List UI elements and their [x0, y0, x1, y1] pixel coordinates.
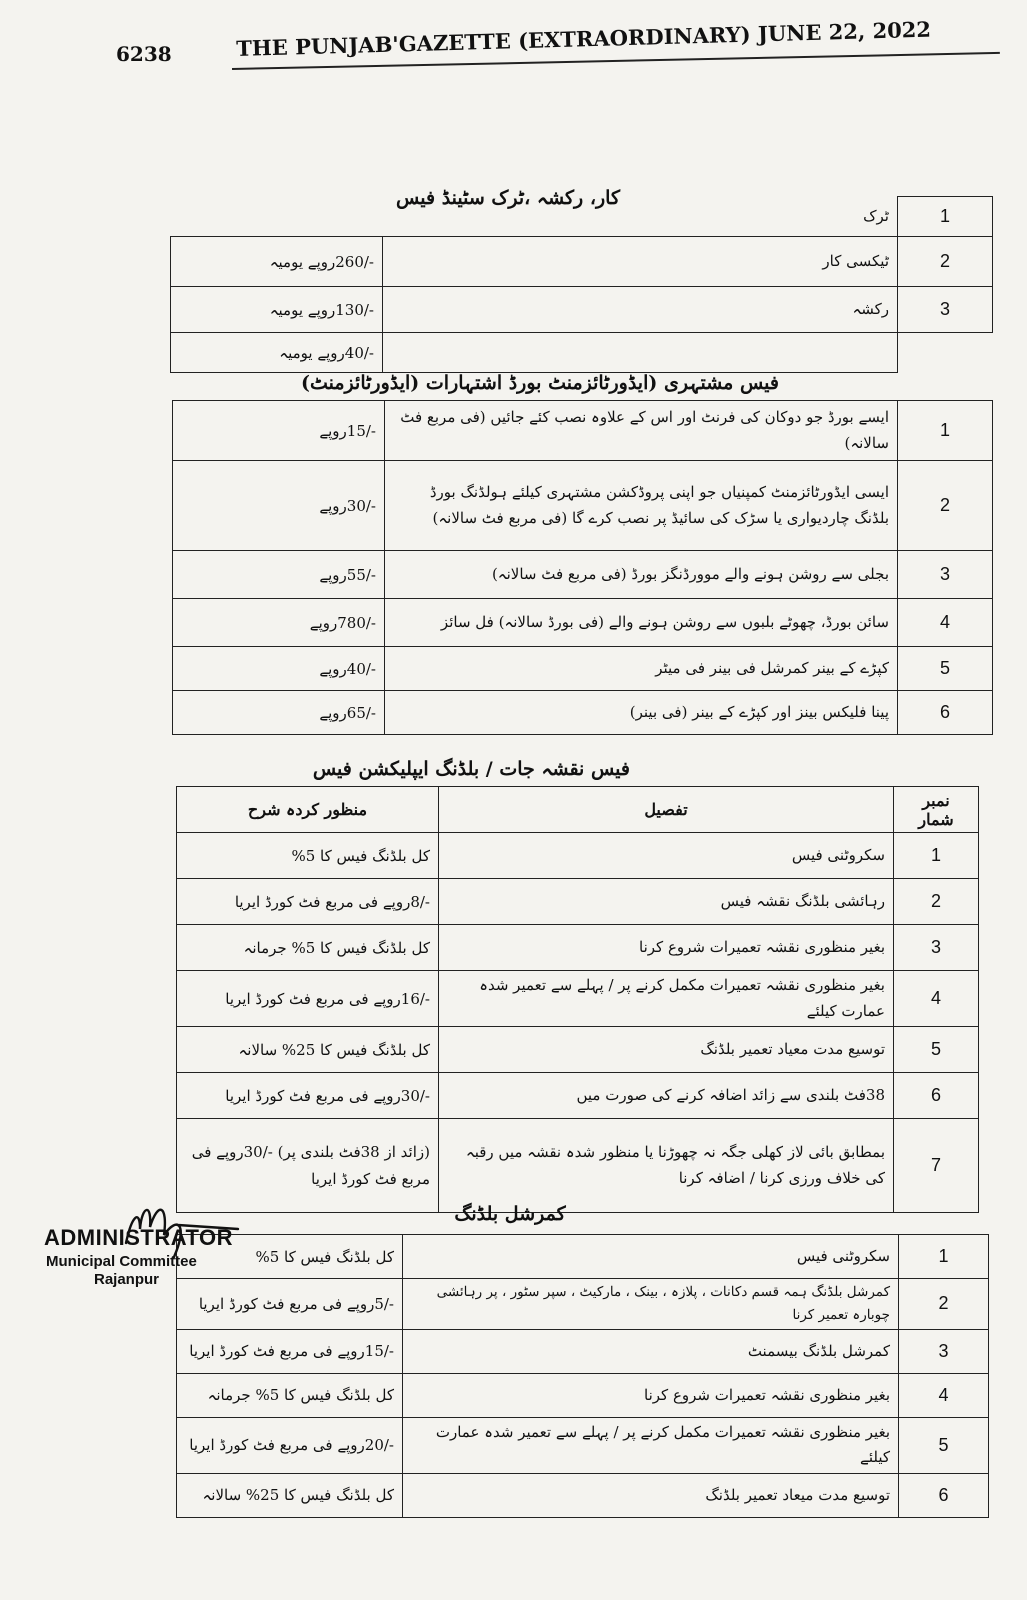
s1-row2-fee: -/130روپے یومیہ [171, 287, 383, 333]
col-desc-header: تفصیل [439, 787, 894, 833]
s4-row6-no: 6 [899, 1473, 989, 1517]
table-row [177, 925, 979, 971]
page-header [108, 16, 988, 70]
s4-row4-desc: بغیر منظوری نقشہ تعمیرات شروع کرنا [403, 1373, 899, 1417]
s4-row4-no: 4 [899, 1373, 989, 1417]
s4-row4-fee: کل بلڈنگ فیس کا 5% جرمانہ [177, 1373, 403, 1417]
s3-row5-no: 5 [894, 1027, 979, 1073]
section2-heading: فیس مشتہری (ایڈورٹائزمنٹ بورڈ اشتہارات (ایڈورٹائزمنٹ) [301, 372, 779, 394]
s1-row1-no: 1 [898, 197, 993, 237]
s4-row3-no: 3 [899, 1329, 989, 1373]
stamp-title: ADMINISTRATOR [44, 1225, 234, 1250]
table-row [173, 401, 993, 461]
section1-heading: کار، رکشہ ،ٹرک سٹینڈ فیس [396, 187, 620, 209]
table-row [177, 1473, 989, 1517]
s3-row4-no: 4 [894, 971, 979, 1027]
table-row [177, 833, 979, 879]
s2-row1-fee: -/15روپے [173, 401, 385, 461]
s3-row3-fee: کل بلڈنگ فیس کا 5% جرمانہ [177, 925, 439, 971]
s3-row7-no: 7 [894, 1119, 979, 1213]
s2-row5-no: 5 [898, 647, 993, 691]
col-fee-header: منظور کردہ شرح [177, 787, 439, 833]
table-row [173, 461, 993, 551]
s2-row6-no: 6 [898, 691, 993, 735]
s4-row5-desc: بغیر منظوری نقشہ تعمیرات مکمل کرنے پر / پہلے سے تعمیر شدہ عمارت کیلئے [403, 1417, 899, 1473]
s3-row5-fee: کل بلڈنگ فیس کا 25% سالانہ [177, 1027, 439, 1073]
s4-row1-no: 1 [899, 1235, 989, 1279]
table-row [177, 1073, 979, 1119]
s3-row3-desc: بغیر منظوری نقشہ تعمیرات شروع کرنا [439, 925, 894, 971]
section1-table [170, 196, 993, 373]
s4-row2-no: 2 [899, 1279, 989, 1330]
table-row [177, 1373, 989, 1417]
s4-row6-desc: توسیع مدت میعاد تعمیر بلڈنگ [403, 1473, 899, 1517]
administrator-stamp [44, 1195, 304, 1295]
s3-row3-no: 3 [894, 925, 979, 971]
stamp-committee: Municipal Committee [46, 1253, 197, 1270]
s2-row5-fee: -/40روپے [173, 647, 385, 691]
s3-row1-fee: کل بلڈنگ فیس کا 5% [177, 833, 439, 879]
s4-row1-desc: سکروٹنی فیس [403, 1235, 899, 1279]
s3-row5-desc: توسیع مدت معیاد تعمیر بلڈنگ [439, 1027, 894, 1073]
s2-row4-no: 4 [898, 599, 993, 647]
s3-row6-fee: -/30روپے فی مربع فٹ کورڈ ایریا [177, 1073, 439, 1119]
s3-row6-desc: 38فٹ بلندی سے زائد اضافہ کرنے کی صورت میں [439, 1073, 894, 1119]
table-row [177, 971, 979, 1027]
s1-row3-no: 3 [898, 287, 993, 333]
s3-row2-no: 2 [894, 879, 979, 925]
s2-row3-desc: بجلی سے روشن ہونے والے موورڈنگز بورڈ (فی مربع فٹ سالانہ) [385, 551, 898, 599]
s3-row7-desc: بمطابق بائی لاز کھلی جگہ نہ چھوڑنا یا منظور شدہ نقشہ میں رقبہ کی خلاف ورزی کرنا / اضافہ کرنا [439, 1119, 894, 1213]
section3-table [176, 786, 979, 1213]
section4-heading: کمرشل بلڈنگ [454, 1203, 566, 1225]
section3-heading: فیس نقشہ جات / بلڈنگ ایپلیکشن فیس [312, 758, 630, 780]
s4-row3-fee: -/15روپے فی مربع فٹ کورڈ ایریا [177, 1329, 403, 1373]
s1-row2-no: 2 [898, 237, 993, 287]
s2-row6-fee: -/65روپے [173, 691, 385, 735]
table-row [173, 551, 993, 599]
s2-row1-no: 1 [898, 401, 993, 461]
s3-row4-desc: بغیر منظوری نقشہ تعمیرات مکمل کرنے پر / پہلے سے تعمیر شدہ عمارت کیلئے [439, 971, 894, 1027]
s2-row3-no: 3 [898, 551, 993, 599]
section2-table [172, 400, 993, 735]
s3-row4-fee: -/16روپے فی مربع فٹ کورڈ ایریا [177, 971, 439, 1027]
s3-row2-desc: رہائشی بلڈنگ نقشہ فیس [439, 879, 894, 925]
s4-row5-fee: -/20روپے فی مربع فٹ کورڈ ایریا [177, 1417, 403, 1473]
gazette-title: THE PUNJAB'GAZETTE (EXTRAORDINARY) JUNE 22, 2022 [236, 16, 932, 61]
s4-row3-desc: کمرشل بلڈنگ بیسمنٹ [403, 1329, 899, 1373]
s2-row2-no: 2 [898, 461, 993, 551]
s2-row4-fee: -/780روپے [173, 599, 385, 647]
s3-row2-fee: -/8روپے فی مربع فٹ کورڈ ایریا [177, 879, 439, 925]
table-row [177, 879, 979, 925]
s1-row1-fee: -/260روپے یومیہ [171, 237, 383, 287]
s2-row4-desc: سائن بورڈ، چھوٹے بلبوں سے روشن ہونے والے (فی بورڈ سالانہ) فل سائز [385, 599, 898, 647]
s4-row2-desc: کمرشل بلڈنگ ہمہ قسم دکانات ، پلازہ ، بینک ، مارکیٹ ، سپر سٹور ، پر رہائشی چوبارہ تعمیر کرنا [403, 1279, 899, 1330]
s1-row3-fee: -/40روپے یومیہ [171, 333, 383, 373]
s4-row2-fee: -/5روپے فی مربع فٹ کورڈ ایریا [177, 1279, 403, 1330]
s3-row1-no: 1 [894, 833, 979, 879]
s3-row1-desc: سکروٹنی فیس [439, 833, 894, 879]
table-header-row [177, 787, 979, 833]
s4-row5-no: 5 [899, 1417, 989, 1473]
s4-row6-fee: کل بلڈنگ فیس کا 25% سالانہ [177, 1473, 403, 1517]
s2-row2-fee: -/30روپے [173, 461, 385, 551]
table-row [177, 1417, 989, 1473]
s2-row6-desc: پینا فلیکس بینز اور کپڑے کے بینر (فی بینر) [385, 691, 898, 735]
s2-row2-desc: ایسی ایڈورٹائزمنٹ کمپنیاں جو اپنی پروڈکشن مشتہری کیلئے ہولڈنگ بورڈ بلڈنگ چاردیواری یا سڑک کی سائیڈ پر نصب کرے گا (فی مربع فٹ سالانہ) [385, 461, 898, 551]
s3-row6-no: 6 [894, 1073, 979, 1119]
table-row [173, 691, 993, 735]
s1-row1-desc: ٹرک [383, 197, 898, 237]
col-no-header: نمبر شمار [894, 787, 979, 833]
page-number: 6238 [116, 42, 172, 66]
s2-row1-desc: ایسے بورڈ جو دوکان کی فرنٹ اور اس کے علاوہ نصب کئے جائیں (فی مربع فٹ سالانہ) [385, 401, 898, 461]
table-row [173, 599, 993, 647]
stamp-city: Rajanpur [94, 1271, 160, 1288]
s3-row7-fee: (زائد از 38فٹ بلندی پر) -/30روپے فی مربع فٹ کورڈ ایریا [177, 1119, 439, 1213]
s1-row3-desc: رکشہ [383, 287, 898, 333]
s2-row3-fee: -/55روپے [173, 551, 385, 599]
table-row [177, 1027, 979, 1073]
table-row [173, 647, 993, 691]
s4-row1-fee: کل بلڈنگ فیس کا 5% [177, 1235, 403, 1279]
table-row [177, 1329, 989, 1373]
s1-row2-desc: ٹیکسی کار [383, 237, 898, 287]
s2-row5-desc: کپڑے کے بینر کمرشل فی بینر فی میٹر [385, 647, 898, 691]
